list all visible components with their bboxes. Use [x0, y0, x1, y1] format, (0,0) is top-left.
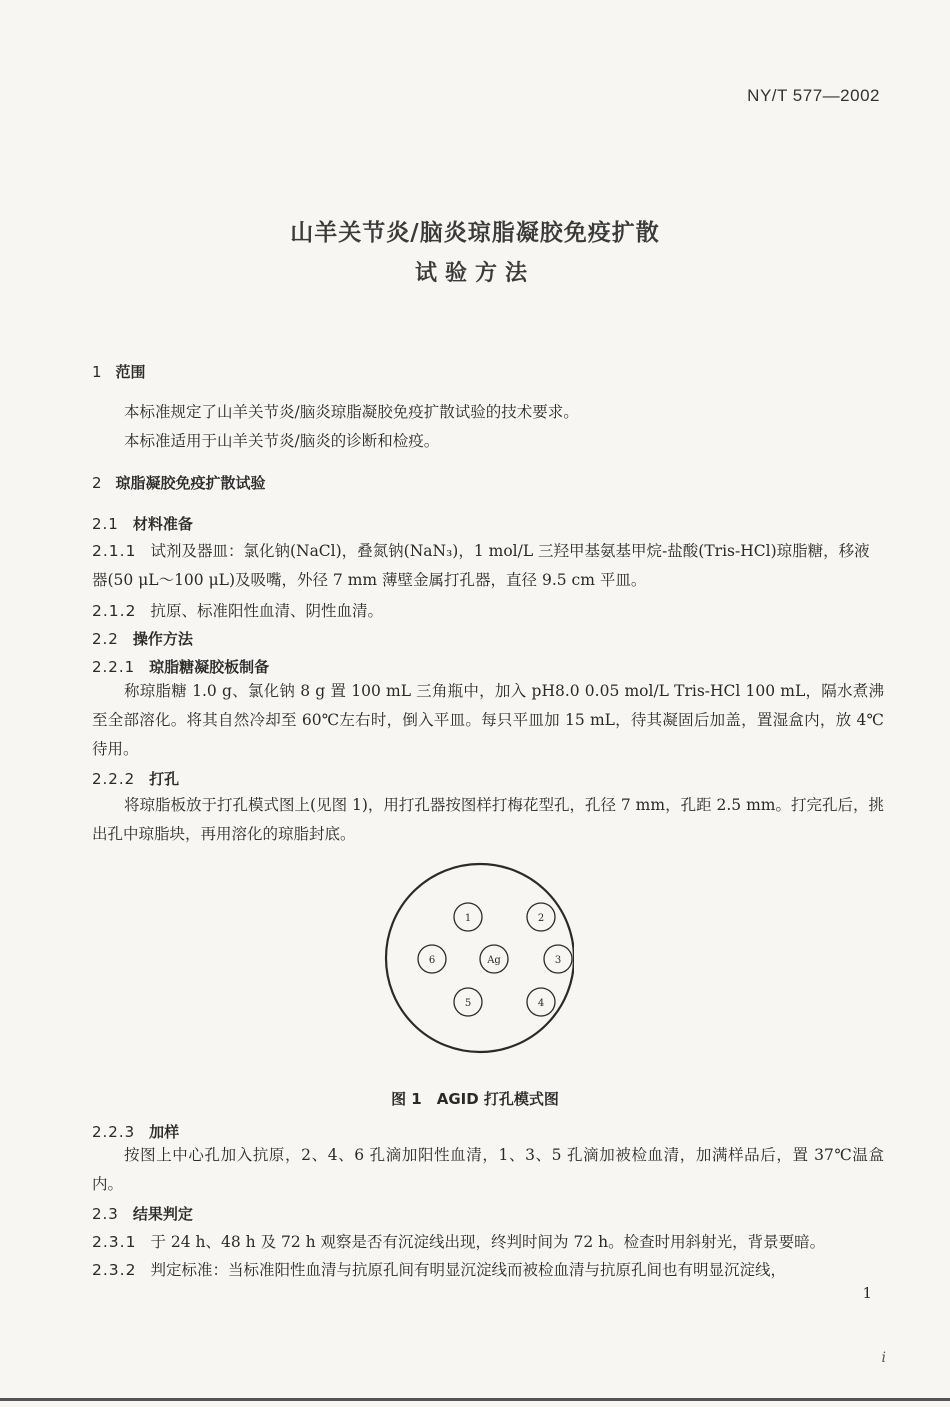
clause-2-1-1: [92, 537, 884, 595]
clause-number: 2.3.1: [92, 1233, 137, 1251]
section-title: 加样: [149, 1123, 180, 1141]
clause-2-2-2-text: 将琼脂板放于打孔模式图上(见图 1)，用打孔器按图样打梅花型孔，孔径 7 mm，孔距 2.5 mm。打完孔后，挑出孔中琼脂块，再用溶化的琼脂封底。: [92, 796, 884, 843]
section-number: 2.3: [92, 1205, 119, 1223]
clause-text: 判定标准：当标准阳性血清与抗原孔间有明显沉淀线而被检血清与抗原孔间也有明显沉淀线，: [150, 1261, 786, 1279]
clause-2-3-1: [92, 1228, 884, 1257]
section-title: 琼脂凝胶免疫扩散试验: [115, 474, 266, 492]
scan-mark: i: [881, 1350, 886, 1366]
clause-number: 2.1.2: [92, 602, 137, 620]
clause-number: 2.3.2: [92, 1261, 137, 1279]
antigen-well-label: Ag: [487, 955, 501, 966]
well-4-label: 4: [537, 998, 545, 1009]
clause-text: 试剂及器皿：氯化钠(NaCl)，叠氮钠(NaN₃)，1 mol/L 三羟甲基氨基甲烷-盐酸(Tris-HCl)琼脂糖，移液器(50 μL～100 μL)及吸嘴，外径 7 mm 薄壁金属打孔器，直径 9.5 cm 平皿。: [92, 542, 870, 589]
section-title: 操作方法: [132, 630, 193, 648]
section-number: 2.2.3: [92, 1123, 136, 1141]
section-number: 2.1: [92, 515, 119, 533]
clause-text: 抗原、标准阳性血清、阴性血清。: [150, 602, 383, 620]
section-1-heading: [92, 358, 884, 387]
section-title: 材料准备: [132, 515, 193, 533]
document-title-line2: 试验方法: [414, 261, 535, 286]
section-2-heading: [92, 469, 884, 498]
page-number: 1: [862, 1284, 872, 1302]
figure-caption: 图 1 AGID 打孔模式图: [391, 1090, 559, 1108]
section-2-2-heading: [92, 625, 884, 654]
scope-paragraph-2: 本标准适用于山羊关节炎/脑炎的诊断和检疫。: [124, 432, 440, 450]
section-title: 打孔: [149, 770, 180, 788]
clause-2-1-2: [92, 597, 884, 626]
well-3-label: 3: [554, 955, 562, 966]
section-title: 结果判定: [132, 1205, 193, 1223]
section-2-1-heading: [92, 510, 884, 539]
scan-bottom-edge: [0, 1398, 950, 1401]
standard-code: NY/T 577—2002: [747, 86, 880, 105]
clause-2-2-1-text: 称琼脂糖 1.0 g、氯化钠 8 g 置 100 mL 三角瓶中，加入 pH8.0 0.05 mol/L Tris-HCl 100 mL，隔水煮沸至全部溶化。将其自然冷却至 60℃左右时，倒入平皿。每只平皿加 15 mL，待其凝固后加盖，置湿盒内，放 4℃待用。: [92, 682, 884, 758]
section-number: 1: [92, 363, 102, 381]
section-2-2-2-heading: [92, 765, 884, 794]
section-number: 2.2: [92, 630, 119, 648]
well-5-label: 5: [464, 998, 472, 1009]
section-number: 2: [92, 474, 102, 492]
clause-number: 2.1.1: [92, 542, 137, 560]
well-6-label: 6: [428, 955, 436, 966]
agid-well-pattern-figure: [384, 862, 574, 1054]
well-1-label: 1: [464, 913, 472, 924]
section-number: 2.2.2: [92, 770, 136, 788]
clause-2-2-3-text: 按图上中心孔加入抗原，2、4、6 孔滴加阳性血清，1、3、5 孔滴加被检血清，加满样品后，置 37℃温盒内。: [92, 1146, 884, 1193]
section-number: 2.2.1: [92, 658, 136, 676]
well-2-label: 2: [537, 913, 545, 924]
clause-text: 于 24 h、48 h 及 72 h 观察是否有沉淀线出现，终判时间为 72 h。检查时用斜射光，背景要暗。: [150, 1233, 826, 1251]
clause-2-3-2: [92, 1256, 884, 1285]
section-title: 范围: [115, 363, 146, 381]
scope-paragraph-1: 本标准规定了山羊关节炎/脑炎琼脂凝胶免疫扩散试验的技术要求。: [124, 403, 579, 421]
section-2-3-heading: [92, 1200, 884, 1229]
document-title-line1: 山羊关节炎/脑炎琼脂凝胶免疫扩散: [290, 220, 660, 246]
section-title: 琼脂糖凝胶板制备: [149, 658, 270, 676]
